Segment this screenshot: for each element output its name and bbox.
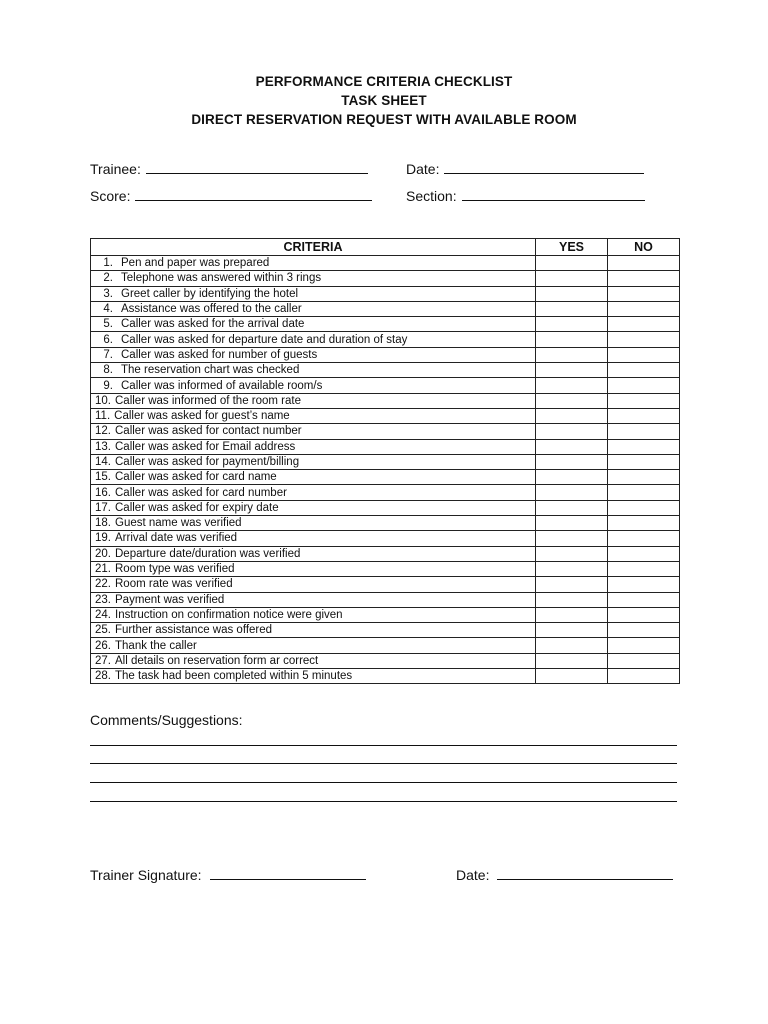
no-checkbox-cell[interactable] <box>608 561 680 576</box>
section-label: Section: <box>406 188 457 204</box>
yes-checkbox-cell[interactable] <box>536 439 608 454</box>
trainee-field[interactable] <box>90 161 368 177</box>
criteria-cell <box>91 561 536 576</box>
criteria-text: Caller was asked for contact number <box>115 425 302 438</box>
criteria-cell <box>91 363 536 378</box>
criteria-text: Greet caller by identifying the hotel <box>121 287 299 300</box>
date-field[interactable] <box>406 161 644 177</box>
criteria-cell <box>91 332 536 347</box>
no-checkbox-cell[interactable] <box>608 592 680 607</box>
criteria-number: 28. <box>95 670 111 683</box>
no-checkbox-cell[interactable] <box>608 408 680 423</box>
criteria-cell <box>91 592 536 607</box>
criteria-number: 26. <box>95 639 111 652</box>
no-checkbox-cell[interactable] <box>608 256 680 271</box>
criteria-number: 19. <box>95 532 111 545</box>
criteria-table <box>90 238 680 684</box>
criteria-number: 6. <box>103 333 113 346</box>
yes-checkbox-cell[interactable] <box>536 500 608 515</box>
yes-checkbox-cell[interactable] <box>536 592 608 607</box>
no-checkbox-cell[interactable] <box>608 470 680 485</box>
table-row <box>91 454 680 469</box>
table-row <box>91 332 680 347</box>
criteria-cell <box>91 669 536 684</box>
table-row <box>91 470 680 485</box>
yes-checkbox-cell[interactable] <box>536 317 608 332</box>
yes-checkbox-cell[interactable] <box>536 653 608 668</box>
criteria-cell <box>91 347 536 362</box>
yes-checkbox-cell[interactable] <box>536 623 608 638</box>
table-row <box>91 301 680 316</box>
yes-checkbox-cell[interactable] <box>536 638 608 653</box>
signature-date-line[interactable] <box>497 867 673 880</box>
yes-checkbox-cell[interactable] <box>536 607 608 622</box>
criteria-cell <box>91 470 536 485</box>
yes-checkbox-cell[interactable] <box>536 301 608 316</box>
criteria-text: Caller was asked for number of guests <box>121 348 318 361</box>
criteria-number: 11. <box>95 410 111 423</box>
criteria-number: 22. <box>95 578 111 591</box>
criteria-number: 15. <box>95 471 111 484</box>
no-checkbox-cell[interactable] <box>608 577 680 592</box>
no-header: NO <box>608 239 680 256</box>
criteria-text: The reservation chart was checked <box>121 364 300 377</box>
yes-checkbox-cell[interactable] <box>536 516 608 531</box>
criteria-number: 1. <box>103 257 113 270</box>
table-row <box>91 439 680 454</box>
no-checkbox-cell[interactable] <box>608 363 680 378</box>
section-blank-line[interactable] <box>462 188 645 201</box>
score-field[interactable] <box>90 188 372 204</box>
criteria-text: Caller was asked for Email address <box>115 440 296 453</box>
no-checkbox-cell[interactable] <box>608 317 680 332</box>
no-checkbox-cell[interactable] <box>608 531 680 546</box>
yes-checkbox-cell[interactable] <box>536 485 608 500</box>
no-checkbox-cell[interactable] <box>608 301 680 316</box>
criteria-number: 24. <box>95 608 111 621</box>
criteria-cell <box>91 454 536 469</box>
no-checkbox-cell[interactable] <box>608 516 680 531</box>
yes-checkbox-cell[interactable] <box>536 669 608 684</box>
criteria-cell <box>91 623 536 638</box>
table-row <box>91 607 680 622</box>
trainer-signature-field[interactable] <box>90 867 366 883</box>
no-checkbox-cell[interactable] <box>608 607 680 622</box>
criteria-number: 10. <box>95 394 111 407</box>
criteria-cell <box>91 638 536 653</box>
yes-checkbox-cell[interactable] <box>536 271 608 286</box>
table-row <box>91 561 680 576</box>
date-label: Date: <box>406 161 440 177</box>
criteria-number: 25. <box>95 624 111 637</box>
no-checkbox-cell[interactable] <box>608 623 680 638</box>
criteria-number: 9. <box>103 379 113 392</box>
table-row <box>91 500 680 515</box>
yes-checkbox-cell[interactable] <box>536 546 608 561</box>
no-checkbox-cell[interactable] <box>608 485 680 500</box>
table-row <box>91 669 680 684</box>
criteria-cell <box>91 408 536 423</box>
trainer-signature-label: Trainer Signature: <box>90 867 202 883</box>
no-checkbox-cell[interactable] <box>608 332 680 347</box>
trainee-label: Trainee: <box>90 161 141 177</box>
checklist-title: PERFORMANCE CRITERIA CHECKLIST <box>255 74 513 89</box>
no-checkbox-cell[interactable] <box>608 424 680 439</box>
comments-label: Comments/Suggestions: <box>90 712 243 728</box>
document-header <box>0 72 768 129</box>
yes-checkbox-cell[interactable] <box>536 256 608 271</box>
yes-checkbox-cell[interactable] <box>536 347 608 362</box>
score-label: Score: <box>90 188 131 204</box>
trainee-blank-line[interactable] <box>146 161 368 174</box>
comment-line[interactable] <box>90 763 677 764</box>
no-checkbox-cell[interactable] <box>608 347 680 362</box>
no-checkbox-cell[interactable] <box>608 546 680 561</box>
yes-checkbox-cell[interactable] <box>536 561 608 576</box>
criteria-number: 14. <box>95 456 111 468</box>
table-row <box>91 408 680 423</box>
table-row <box>91 592 680 607</box>
comment-line[interactable] <box>90 745 677 746</box>
criteria-number: 21. <box>95 563 111 576</box>
criteria-cell <box>91 271 536 286</box>
table-row <box>91 393 680 408</box>
criteria-text: Caller was asked for guest’s name <box>114 410 290 423</box>
no-checkbox-cell[interactable] <box>608 271 680 286</box>
signature-date-field[interactable] <box>456 867 673 883</box>
criteria-text: Caller was asked for payment/billing <box>115 456 300 468</box>
criteria-cell <box>91 577 536 592</box>
yes-checkbox-cell[interactable] <box>536 393 608 408</box>
criteria-text: Assistance was offered to the caller <box>121 303 302 316</box>
no-checkbox-cell[interactable] <box>608 638 680 653</box>
table-row <box>91 286 680 301</box>
table-row <box>91 516 680 531</box>
table-header-row <box>91 239 680 256</box>
no-checkbox-cell[interactable] <box>608 669 680 684</box>
table-row <box>91 485 680 500</box>
criteria-cell <box>91 546 536 561</box>
criteria-number: 8. <box>103 364 113 377</box>
criteria-cell <box>91 286 536 301</box>
criteria-text: Thank the caller <box>115 639 197 652</box>
table-row <box>91 378 680 393</box>
table-row <box>91 363 680 378</box>
criteria-text: Caller was informed of available room/s <box>121 379 323 392</box>
no-checkbox-cell[interactable] <box>608 454 680 469</box>
criteria-text: Departure date/duration was verified <box>115 547 301 560</box>
criteria-cell <box>91 378 536 393</box>
no-checkbox-cell[interactable] <box>608 393 680 408</box>
criteria-text: Caller was asked for card number <box>115 486 287 499</box>
trainer-signature-line[interactable] <box>210 867 366 880</box>
criteria-number: 20. <box>95 547 111 560</box>
criteria-number: 5. <box>103 318 113 331</box>
table-row <box>91 271 680 286</box>
criteria-number: 23. <box>95 593 111 606</box>
criteria-number: 18. <box>95 517 111 530</box>
criteria-text: Room type was verified <box>115 563 235 576</box>
criteria-number: 7. <box>103 348 113 361</box>
criteria-text: Instruction on confirmation notice were given <box>115 608 343 621</box>
table-row <box>91 653 680 668</box>
criteria-cell <box>91 424 536 439</box>
yes-checkbox-cell[interactable] <box>536 531 608 546</box>
yes-checkbox-cell[interactable] <box>536 470 608 485</box>
criteria-cell <box>91 301 536 316</box>
criteria-text: Telephone was answered within 3 rings <box>121 272 322 285</box>
criteria-cell <box>91 256 536 271</box>
criteria-cell <box>91 653 536 668</box>
section-field[interactable] <box>406 188 645 204</box>
table-row <box>91 623 680 638</box>
criteria-text: Further assistance was offered <box>115 624 273 637</box>
criteria-cell <box>91 516 536 531</box>
table-row <box>91 317 680 332</box>
no-checkbox-cell[interactable] <box>608 439 680 454</box>
criteria-number: 17. <box>95 501 111 514</box>
table-row <box>91 546 680 561</box>
criteria-number: 13. <box>95 440 111 453</box>
table-row <box>91 638 680 653</box>
yes-checkbox-cell[interactable] <box>536 454 608 469</box>
no-checkbox-cell[interactable] <box>608 653 680 668</box>
comment-line[interactable] <box>90 782 677 783</box>
date-blank-line[interactable] <box>444 161 644 174</box>
criteria-text: Guest name was verified <box>115 517 242 530</box>
criteria-number: 4. <box>103 303 113 316</box>
criteria-cell <box>91 393 536 408</box>
table-row <box>91 577 680 592</box>
criteria-cell <box>91 607 536 622</box>
yes-checkbox-cell[interactable] <box>536 424 608 439</box>
no-checkbox-cell[interactable] <box>608 378 680 393</box>
criteria-text: Pen and paper was prepared <box>121 257 270 270</box>
criteria-number: 12. <box>95 425 111 438</box>
criteria-number: 27. <box>95 654 111 667</box>
criteria-text: Room rate was verified <box>115 578 233 591</box>
criteria-text: Caller was informed of the room rate <box>115 394 301 407</box>
yes-checkbox-cell[interactable] <box>536 577 608 592</box>
yes-checkbox-cell[interactable] <box>536 332 608 347</box>
criteria-text: All details on reservation form ar correct <box>115 654 319 667</box>
criteria-number: 16. <box>95 486 111 499</box>
yes-checkbox-cell[interactable] <box>536 286 608 301</box>
criteria-text: Caller was asked for card name <box>115 471 277 484</box>
signature-date-label: Date: <box>456 867 490 883</box>
criteria-text: Caller was asked for departure date and duration of stay <box>121 333 408 346</box>
yes-header: YES <box>536 239 608 256</box>
criteria-text: The task had been completed within 5 minutes <box>115 670 353 683</box>
criteria-text: Arrival date was verified <box>115 532 238 545</box>
yes-checkbox-cell[interactable] <box>536 408 608 423</box>
table-row <box>91 347 680 362</box>
criteria-cell <box>91 500 536 515</box>
yes-checkbox-cell[interactable] <box>536 363 608 378</box>
no-checkbox-cell[interactable] <box>608 286 680 301</box>
criteria-text: Caller was asked for the arrival date <box>121 318 305 331</box>
table-row <box>91 424 680 439</box>
criteria-text: Caller was asked for expiry date <box>115 501 279 514</box>
criteria-cell <box>91 531 536 546</box>
yes-checkbox-cell[interactable] <box>536 378 608 393</box>
comment-line[interactable] <box>90 801 677 802</box>
criteria-cell <box>91 317 536 332</box>
criteria-number: 2. <box>103 272 113 285</box>
task-name-title: DIRECT RESERVATION REQUEST WITH AVAILABLE ROOM <box>191 112 577 127</box>
criteria-header: CRITERIA <box>91 239 536 256</box>
criteria-cell <box>91 439 536 454</box>
criteria-text: Payment was verified <box>115 593 225 606</box>
no-checkbox-cell[interactable] <box>608 500 680 515</box>
criteria-cell <box>91 485 536 500</box>
score-blank-line[interactable] <box>135 188 372 201</box>
table-row <box>91 256 680 271</box>
table-row <box>91 531 680 546</box>
criteria-number: 3. <box>103 287 113 300</box>
task-sheet-title: TASK SHEET <box>341 93 427 108</box>
